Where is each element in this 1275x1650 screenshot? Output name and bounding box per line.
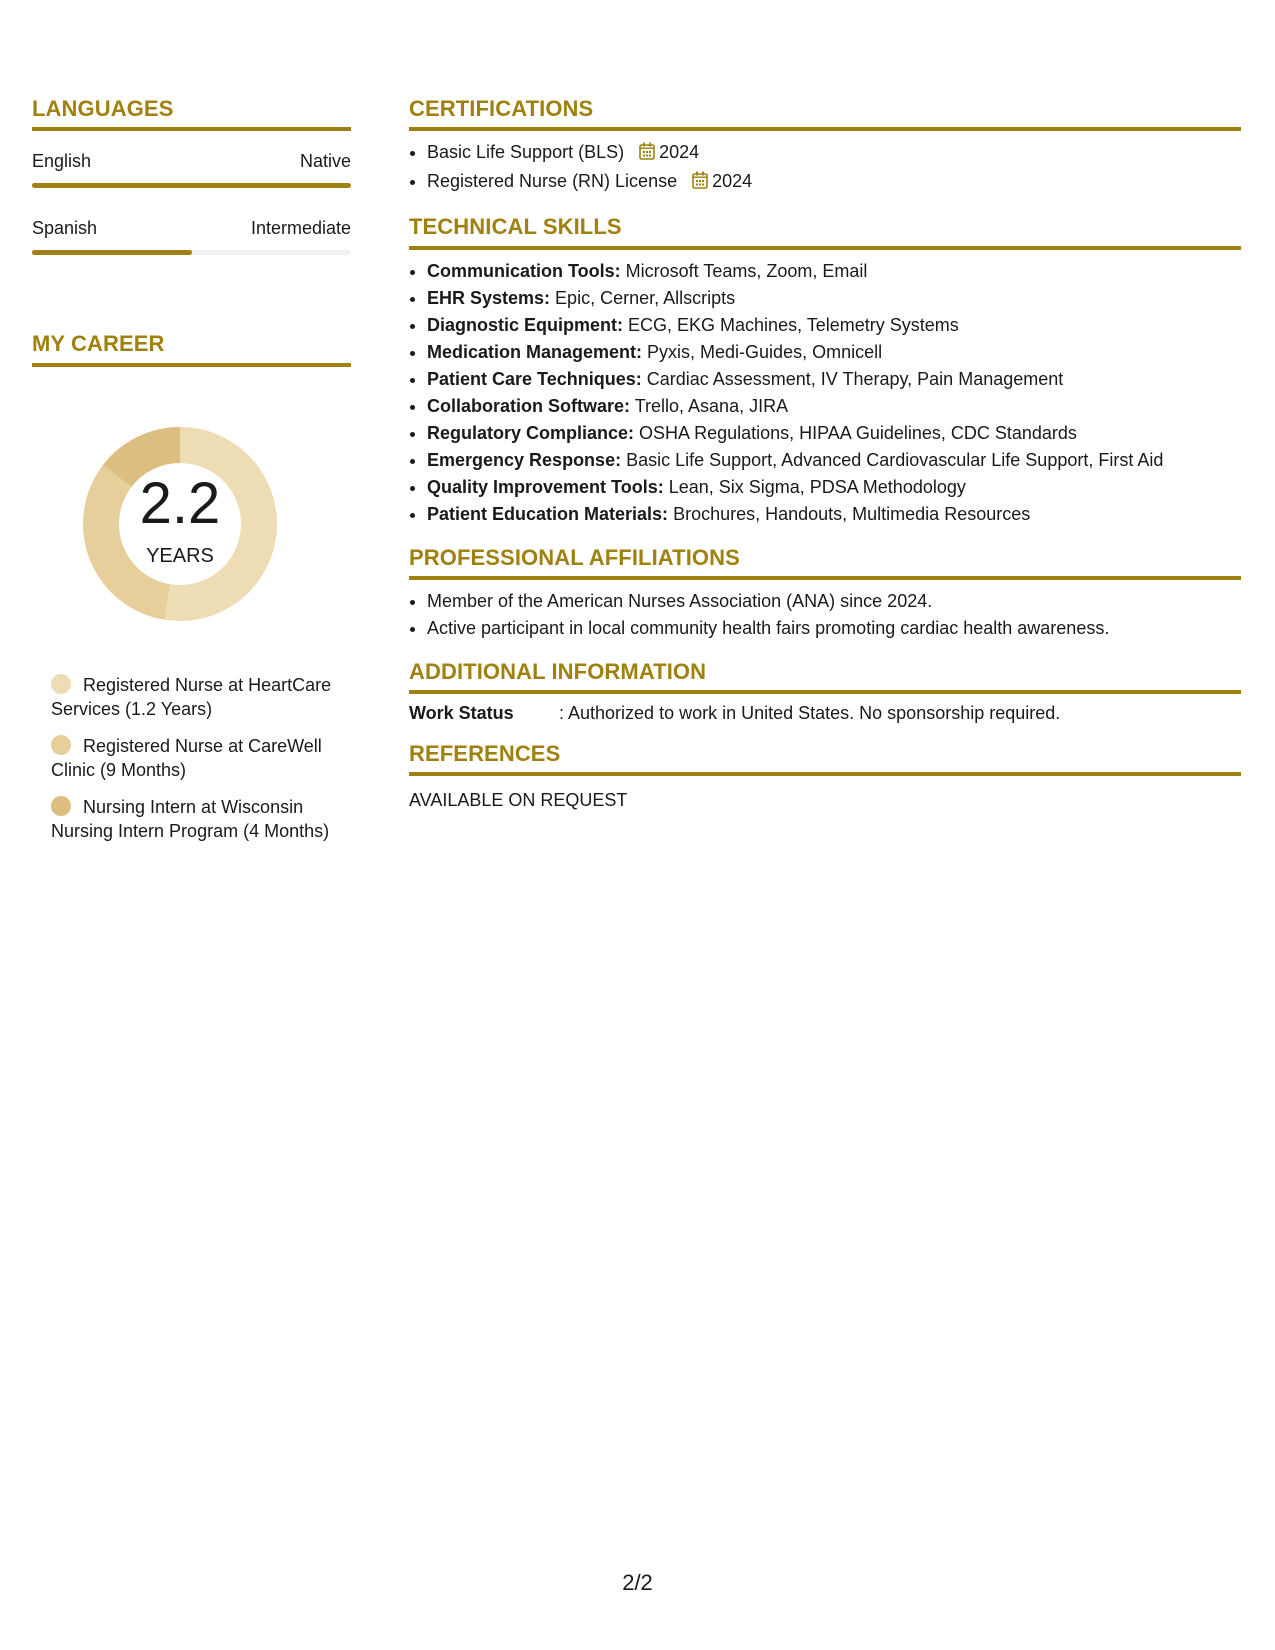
affiliation-item: • Active participant in local community health fairs promoting cardiac health awareness. [427,615,1241,642]
career-total-value: 2.2 [139,470,221,536]
skill-label: Communication Tools: [427,260,621,281]
career-donut-chart [65,409,295,639]
references-text: AVAILABLE ON REQUEST [409,790,628,811]
language-spanish [32,218,351,255]
skill-value: Brochures, Handouts, Multimedia Resources [668,503,1031,524]
skill-item [427,258,1241,285]
career-legend-label: Registered Nurse at CareWell Clinic (9 Months) [51,735,322,780]
language-name: English [32,151,92,172]
work-status-value: : Authorized to work in United States. No sponsorship required. [559,703,1061,724]
right-column [409,96,1241,811]
skill-item [427,312,1241,339]
language-bar [32,183,351,188]
skill-value: Microsoft Teams, Zoom, Email [620,260,868,281]
certification-name: Basic Life Support (BLS) [427,142,625,163]
references-title: REFERENCES [409,741,1241,776]
affiliations-list [409,588,1241,642]
skill-item [427,501,1241,528]
skill-label: Regulatory Compliance: [427,422,635,443]
certification-name: Registered Nurse (RN) License [427,171,678,192]
skill-label: Diagnostic Equipment: [427,314,624,335]
affiliations-title: PROFESSIONAL AFFILIATIONS [409,545,1241,580]
skill-value: OSHA Regulations, HIPAA Guidelines, CDC Standards [634,422,1077,443]
certifications-list [409,139,1241,197]
skill-label: Quality Improvement Tools: [427,476,664,497]
career-legend-label: Nursing Intern at Wisconsin Nursing Intern Program (4 Months) [51,796,330,841]
career-title: MY CAREER [32,331,351,366]
skill-label: EHR Systems: [427,287,551,308]
languages-title: LANGUAGES [32,96,351,131]
skill-value: Trello, Asana, JIRA [630,395,789,416]
language-name: Spanish [32,218,98,239]
skill-value: Lean, Six Sigma, PDSA Methodology [663,476,966,497]
skill-item [427,285,1241,312]
language-bar [32,250,351,255]
career-legend-item [51,734,341,782]
technical-skills-list [409,258,1241,528]
skill-item [427,420,1241,447]
career-legend-item [51,795,341,843]
skill-label: Collaboration Software: [427,395,631,416]
left-column [32,96,351,856]
skill-item [427,366,1241,393]
skill-item [427,474,1241,501]
skill-item [427,393,1241,420]
certification-item [427,139,1241,168]
skill-item [427,339,1241,366]
technical-skills-title: TECHNICAL SKILLS [409,214,1241,249]
skill-value: Epic, Cerner, Allscripts [550,287,736,308]
skill-value: Pyxis, Medi-Guides, Omnicell [642,341,883,362]
language-bar-fill [32,250,192,255]
skill-label: Medication Management: [427,341,643,362]
certifications-title: CERTIFICATIONS [409,96,1241,131]
skill-value: Basic Life Support, Advanced Cardiovascular Life Support, First Aid [621,449,1164,470]
calendar-icon [639,141,655,168]
work-status-row [409,703,1241,724]
legend-dot [51,674,71,694]
career-total-unit: YEARS [146,544,214,567]
skill-label: Patient Education Materials: [427,503,669,524]
language-english [32,151,351,188]
legend-dot [51,796,71,816]
certification-year: 2024 [712,171,753,192]
additional-info-title: ADDITIONAL INFORMATION [409,659,1241,694]
certification-item [427,168,1241,197]
career-legend [51,673,341,843]
page-number: 2/2 [622,1570,653,1595]
language-level: Native [299,151,351,172]
skill-label: Emergency Response: [427,449,622,470]
career-legend-label: Registered Nurse at HeartCare Services (1.2 Years) [51,674,332,719]
language-bar-fill [32,183,351,188]
certification-year: 2024 [659,142,700,163]
skill-label: Patient Care Techniques: [427,368,642,389]
legend-dot [51,735,71,755]
skill-value: ECG, EKG Machines, Telemetry Systems [623,314,959,335]
skill-value: Cardiac Assessment, IV Therapy, Pain Management [641,368,1064,389]
calendar-icon [692,170,708,197]
skill-item [427,447,1241,474]
language-level: Intermediate [250,218,351,239]
career-legend-item [51,673,341,721]
affiliation-item: • Member of the American Nurses Association (ANA) since 2024. [427,588,1241,615]
work-status-label: Work Status [409,703,514,724]
